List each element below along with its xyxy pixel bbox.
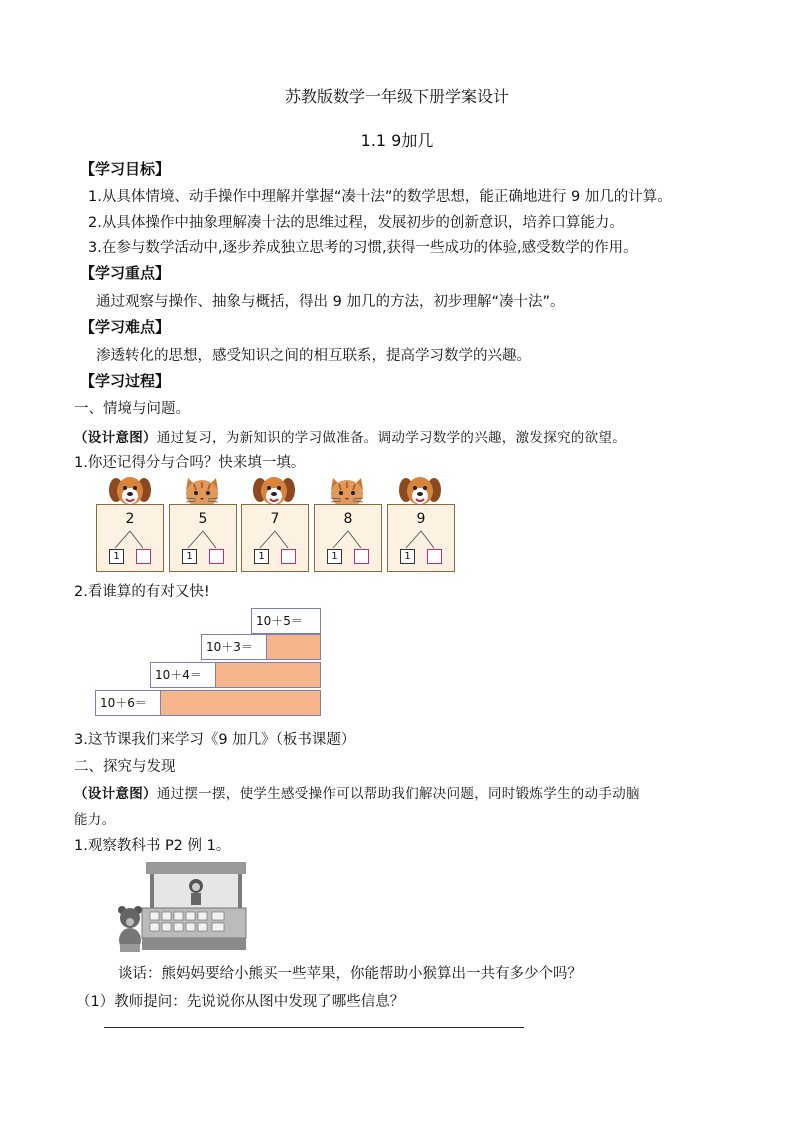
design-label: （设计意图） xyxy=(74,430,157,446)
stair-fill xyxy=(266,634,321,660)
answer-box[interactable] xyxy=(281,549,296,564)
card-total: 7 xyxy=(270,511,280,527)
stair-fill xyxy=(160,690,321,716)
key-points-text: 通过观察与操作、抽象与概括，得出 9 加几的方法，初步理解“凑十法”。 xyxy=(96,294,565,310)
given-part-box: 1 xyxy=(327,549,342,564)
stair-step-3[interactable]: 10＋4＝ xyxy=(150,662,216,688)
card-total: 9 xyxy=(416,511,426,527)
card-total: 8 xyxy=(343,511,353,527)
given-part-box: 1 xyxy=(400,549,415,564)
part1-title: 一、情境与问题。 xyxy=(74,401,190,417)
decompose-card-7 xyxy=(241,504,309,572)
decompose-card-5 xyxy=(169,504,237,572)
design-label: （设计意图） xyxy=(74,786,157,802)
given-part-box: 1 xyxy=(182,549,197,564)
objective-1: 1.从具体情境、动手操作中理解并掌握“凑十法”的数学思想，能正确地进行 9 加几的计算。 xyxy=(88,189,672,205)
part2-design-intent-cont: 能力。 xyxy=(74,812,116,828)
stair-step-1[interactable]: 10＋5＝ xyxy=(251,608,321,634)
talk-text: 谈话：熊妈妈要给小熊买一些苹果，你能帮助小猴算出一共有多少个吗？ xyxy=(118,966,582,982)
teacher-question: （1）教师提问：先说说你从图中发现了哪些信息？ xyxy=(76,994,405,1010)
part2-question-1: 1.观察教科书 P2 例 1。 xyxy=(74,838,231,854)
process-heading: 【学习过程】 xyxy=(80,372,171,390)
part1-question-3: 3.这节课我们来学习《9 加几》（板书课题） xyxy=(74,732,356,748)
part1-question-2: 2.看谁算的有对又快! xyxy=(74,584,210,600)
objectives-heading: 【学习目标】 xyxy=(80,160,171,178)
decompose-card-2 xyxy=(96,504,164,572)
decompose-card-8 xyxy=(314,504,382,572)
answer-box[interactable] xyxy=(209,549,224,564)
difficulties-heading: 【学习难点】 xyxy=(80,318,171,336)
design-text: 通过摆一摆，使学生感受操作可以帮助我们解决问题，同时锻炼学生的动手动脑 xyxy=(156,786,640,802)
stair-step-2[interactable]: 10＋3＝ xyxy=(201,634,267,660)
lesson-title: 1.1 9加几 xyxy=(360,131,434,150)
part1-design-intent xyxy=(74,426,626,446)
stair-fill xyxy=(215,662,321,688)
card-total: 2 xyxy=(125,511,135,527)
design-text: 通过复习，为新知识的学习做准备。调动学习数学的兴趣，激发探究的欲望。 xyxy=(156,430,627,446)
objective-2: 2.从具体操作中抽象理解凑十法的思维过程，发展初步的创新意识，培养口算能力。 xyxy=(88,215,624,231)
doc-title: 苏教版数学一年级下册学案设计 xyxy=(284,87,509,106)
key-points-heading: 【学习重点】 xyxy=(80,264,171,282)
given-part-box: 1 xyxy=(254,549,269,564)
decompose-card-9 xyxy=(387,504,455,572)
part2-design-intent xyxy=(74,782,640,802)
objective-3: 3.在参与数学活动中,逐步养成独立思考的习惯,获得一些成功的体验,感受数学的作用。 xyxy=(88,240,638,256)
fruit-stand-illustration xyxy=(112,858,252,954)
answer-box[interactable] xyxy=(136,549,151,564)
part1-question-1: 1.你还记得分与合吗？快来填一填。 xyxy=(74,455,306,471)
given-part-box: 1 xyxy=(109,549,124,564)
answer-box[interactable] xyxy=(354,549,369,564)
card-total: 5 xyxy=(198,511,208,527)
answer-box[interactable] xyxy=(427,549,442,564)
difficulties-text: 渗透转化的思想，感受知识之间的相互联系，提高学习数学的兴趣。 xyxy=(96,348,531,364)
answer-line[interactable] xyxy=(104,1027,524,1028)
part2-title: 二、探究与发现 xyxy=(74,759,176,775)
stair-step-4[interactable]: 10＋6＝ xyxy=(95,690,161,716)
